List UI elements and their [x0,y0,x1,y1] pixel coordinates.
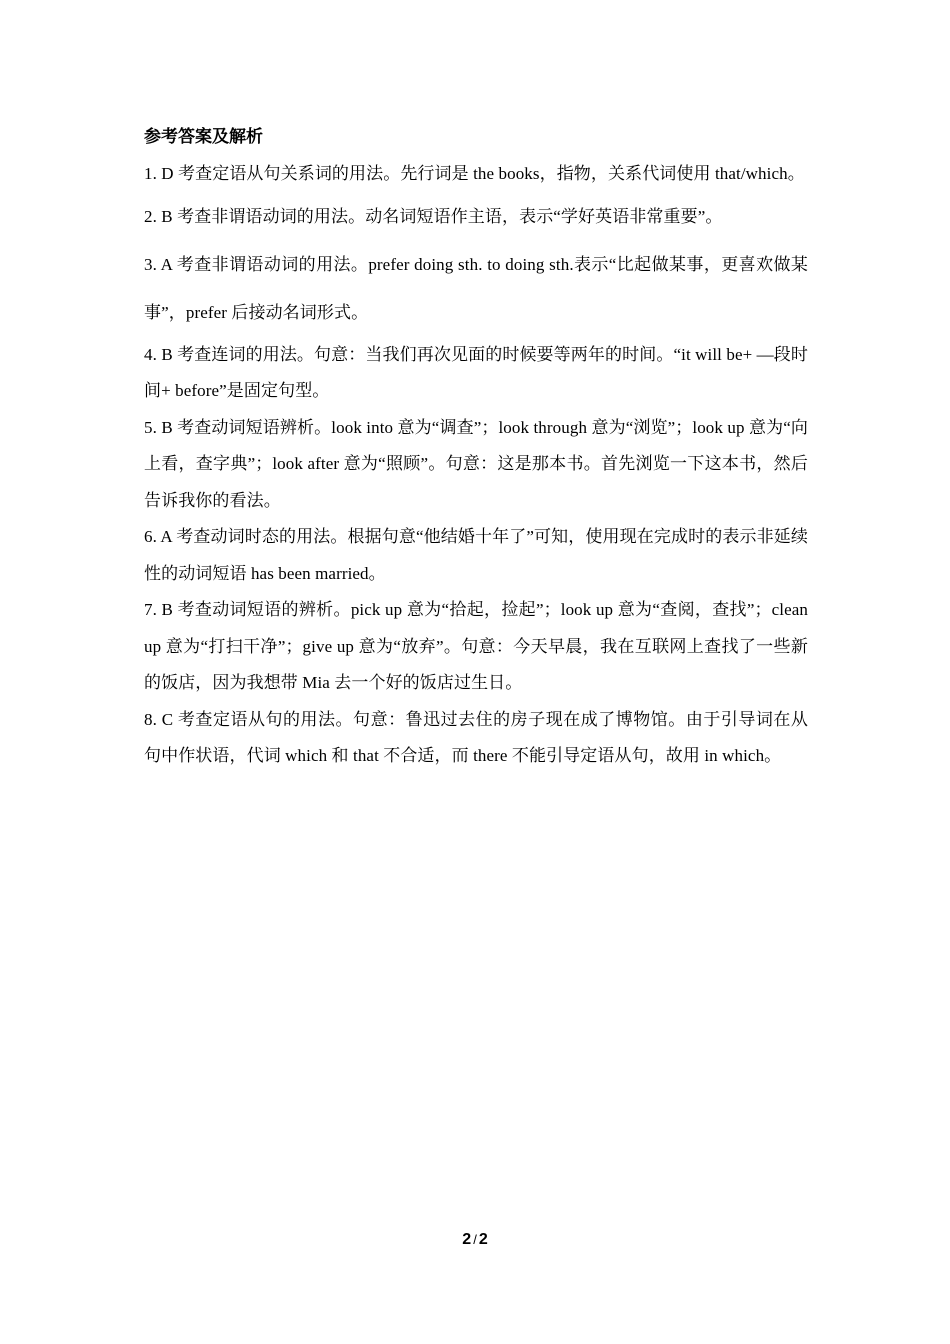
answer-section [144,124,808,775]
answer-item-4: 4. B 考查连词的用法。句意：当我们再次见面的时候要等两年的时间。“it will be+ —段时间+ before”是固定句型。 [144,344,808,400]
total-pages-number: 2 [478,1231,488,1248]
current-page-number: 2 [462,1231,472,1248]
answer-item-6: 6. A 考查动词时态的用法。根据句意“他结婚十年了”可知，使用现在完成时的表示非延续性的动词短语 has been married。 [144,527,808,583]
answer-item-1: 1. D 考查定语从句关系词的用法。先行词是 the books，指物，关系代词使用 that/which。 [144,164,805,183]
answer-item-5: 5. B 考查动词短语辨析。look into 意为“调查”；look through 意为“浏览”；look up 意为“向上看，查字典”；look after 意为“照顾”。句意：这是那本书。首先浏览一下这本书，然后告诉我你的看法。 [144,417,808,510]
page-number [0,1228,950,1252]
page-separator: / [473,1232,477,1247]
answer-item-2: 2. B 考查非谓语动词的用法。动名词短语作主语，表示“学好英语非常重要”。 [144,206,723,226]
answer-item-3: 3. A 考查非谓语动词的用法。prefer doing sth. to doing sth.表示“比起做某事，更喜欢做某事”，prefer 后接动名词形式。 [144,254,808,322]
section-heading: 参考答案及解析 [144,127,263,147]
answer-item-7: 7. B 考查动词短语的辨析。pick up 意为“拾起，捡起”；look up 意为“查阅，查找”；clean up 意为“打扫干净”；give up 意为“放弃”。句意：今天早晨，我在互联网上查找了一些新的饭店，因为我想带 Mia 去一个好的饭店过生日。 [144,600,808,692]
answer-item-8: 8. C 考查定语从句的用法。句意：鲁迅过去住的房子现在成了博物馆。由于引导词在从句中作状语，代词 which 和 that 不合适，而 there 不能引导定语从句，故用 in which。 [144,709,808,765]
